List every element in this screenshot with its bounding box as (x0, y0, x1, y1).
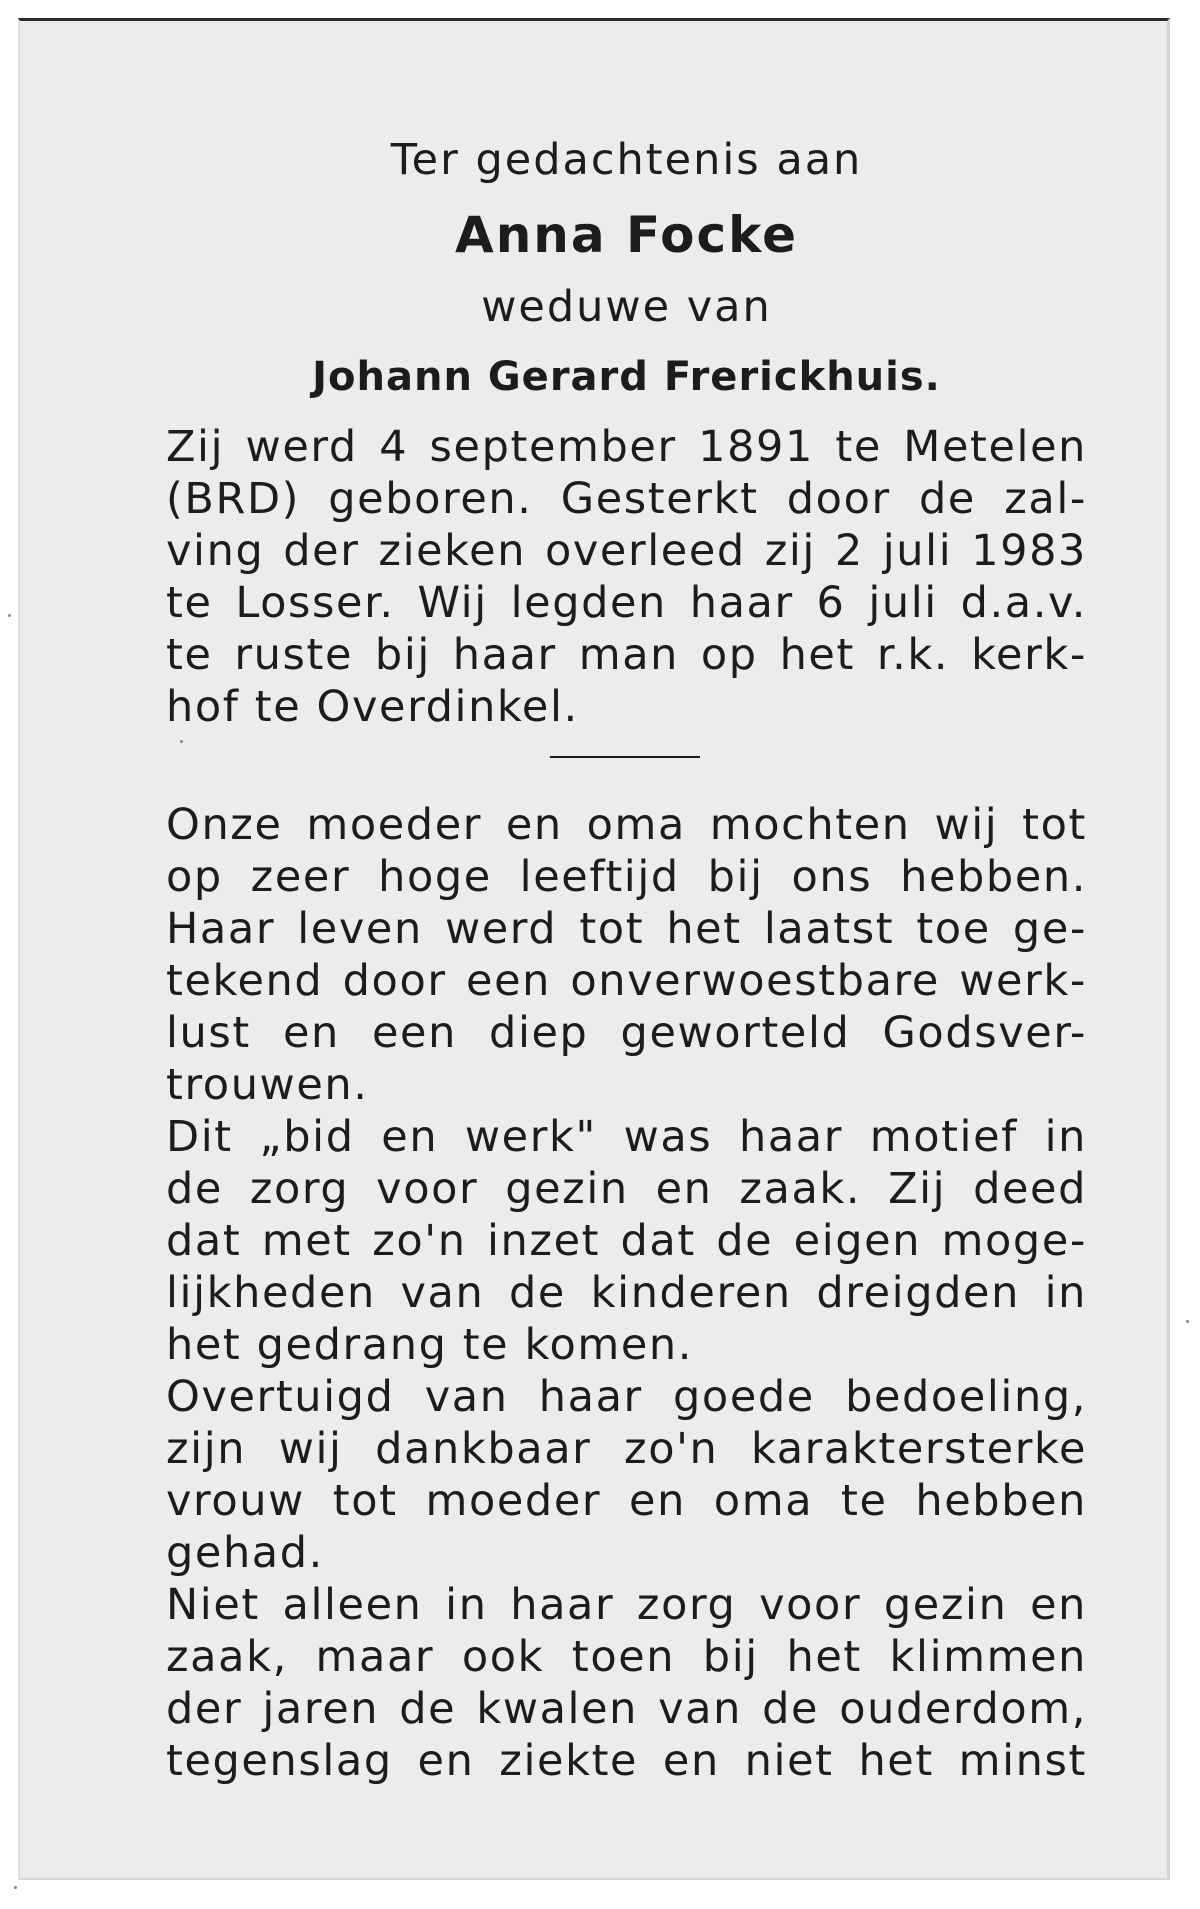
bio-line: te ruste bij haar man op het r.k. kerk- (166, 630, 1087, 680)
tribute-paragraph (166, 799, 1087, 1787)
body-line: Dit „bid en werk" was haar motief in (166, 1112, 1087, 1162)
relation-text: weduwe van (481, 282, 772, 332)
body-line: zaak, maar ook toen bij het klimmen (166, 1632, 1087, 1682)
section-divider (550, 756, 700, 758)
body-line: Overtuigd van haar goede bedoeling, (166, 1372, 1087, 1422)
body-line: dat met zo'n inzet dat de eigen moge- (166, 1216, 1087, 1266)
bio-line: (BRD) geboren. Gesterkt door de zal- (166, 474, 1087, 524)
memorial-card (18, 18, 1170, 1880)
paper-speck (180, 740, 183, 743)
body-line: zijn wij dankbaar zo'n karaktersterke (166, 1424, 1087, 1474)
body-line: lust en een diep geworteld Godsver- (166, 1008, 1087, 1058)
body-line: Haar leven werd tot het laatst toe ge- (166, 904, 1087, 954)
husband-name: Johann Gerard Frerickhuis. (312, 354, 941, 400)
bio-line: ving der zieken overleed zij 2 juli 1983 (166, 526, 1087, 576)
body-line: der jaren de kwalen van de ouderdom, (166, 1684, 1087, 1734)
body-line: tekend door een onverwoestbare werk- (166, 956, 1087, 1006)
body-line: lijkheden van de kinderen dreigden in (166, 1268, 1087, 1318)
biography-paragraph (166, 421, 1087, 733)
bio-line: te Losser. Wij legden haar 6 juli d.a.v. (166, 578, 1087, 628)
deceased-name: Anna Focke (455, 206, 798, 264)
body-line: het gedrang te komen. (166, 1320, 694, 1370)
bio-line: hof te Overdinkel. (166, 682, 579, 732)
paper-speck (8, 614, 11, 617)
body-line: op zeer hoge leeftijd bij ons hebben. (166, 852, 1087, 902)
paper-speck (14, 1886, 17, 1889)
card-header (166, 135, 1087, 400)
body-line: trouwen. (166, 1060, 369, 1110)
body-line: gehad. (166, 1528, 324, 1578)
body-line: de zorg voor gezin en zaak. Zij deed (166, 1164, 1087, 1214)
body-line: Niet alleen in haar zorg voor gezin en (166, 1580, 1087, 1630)
bio-line: Zij werd 4 september 1891 te Metelen (166, 422, 1087, 472)
body-line: tegenslag en ziekte en niet het minst (166, 1736, 1087, 1786)
paper-speck (1186, 1320, 1189, 1323)
body-line: Onze moeder en oma mochten wij tot (166, 800, 1087, 850)
heading-text: Ter gedachtenis aan (390, 135, 863, 185)
body-line: vrouw tot moeder en oma te hebben (166, 1476, 1087, 1526)
